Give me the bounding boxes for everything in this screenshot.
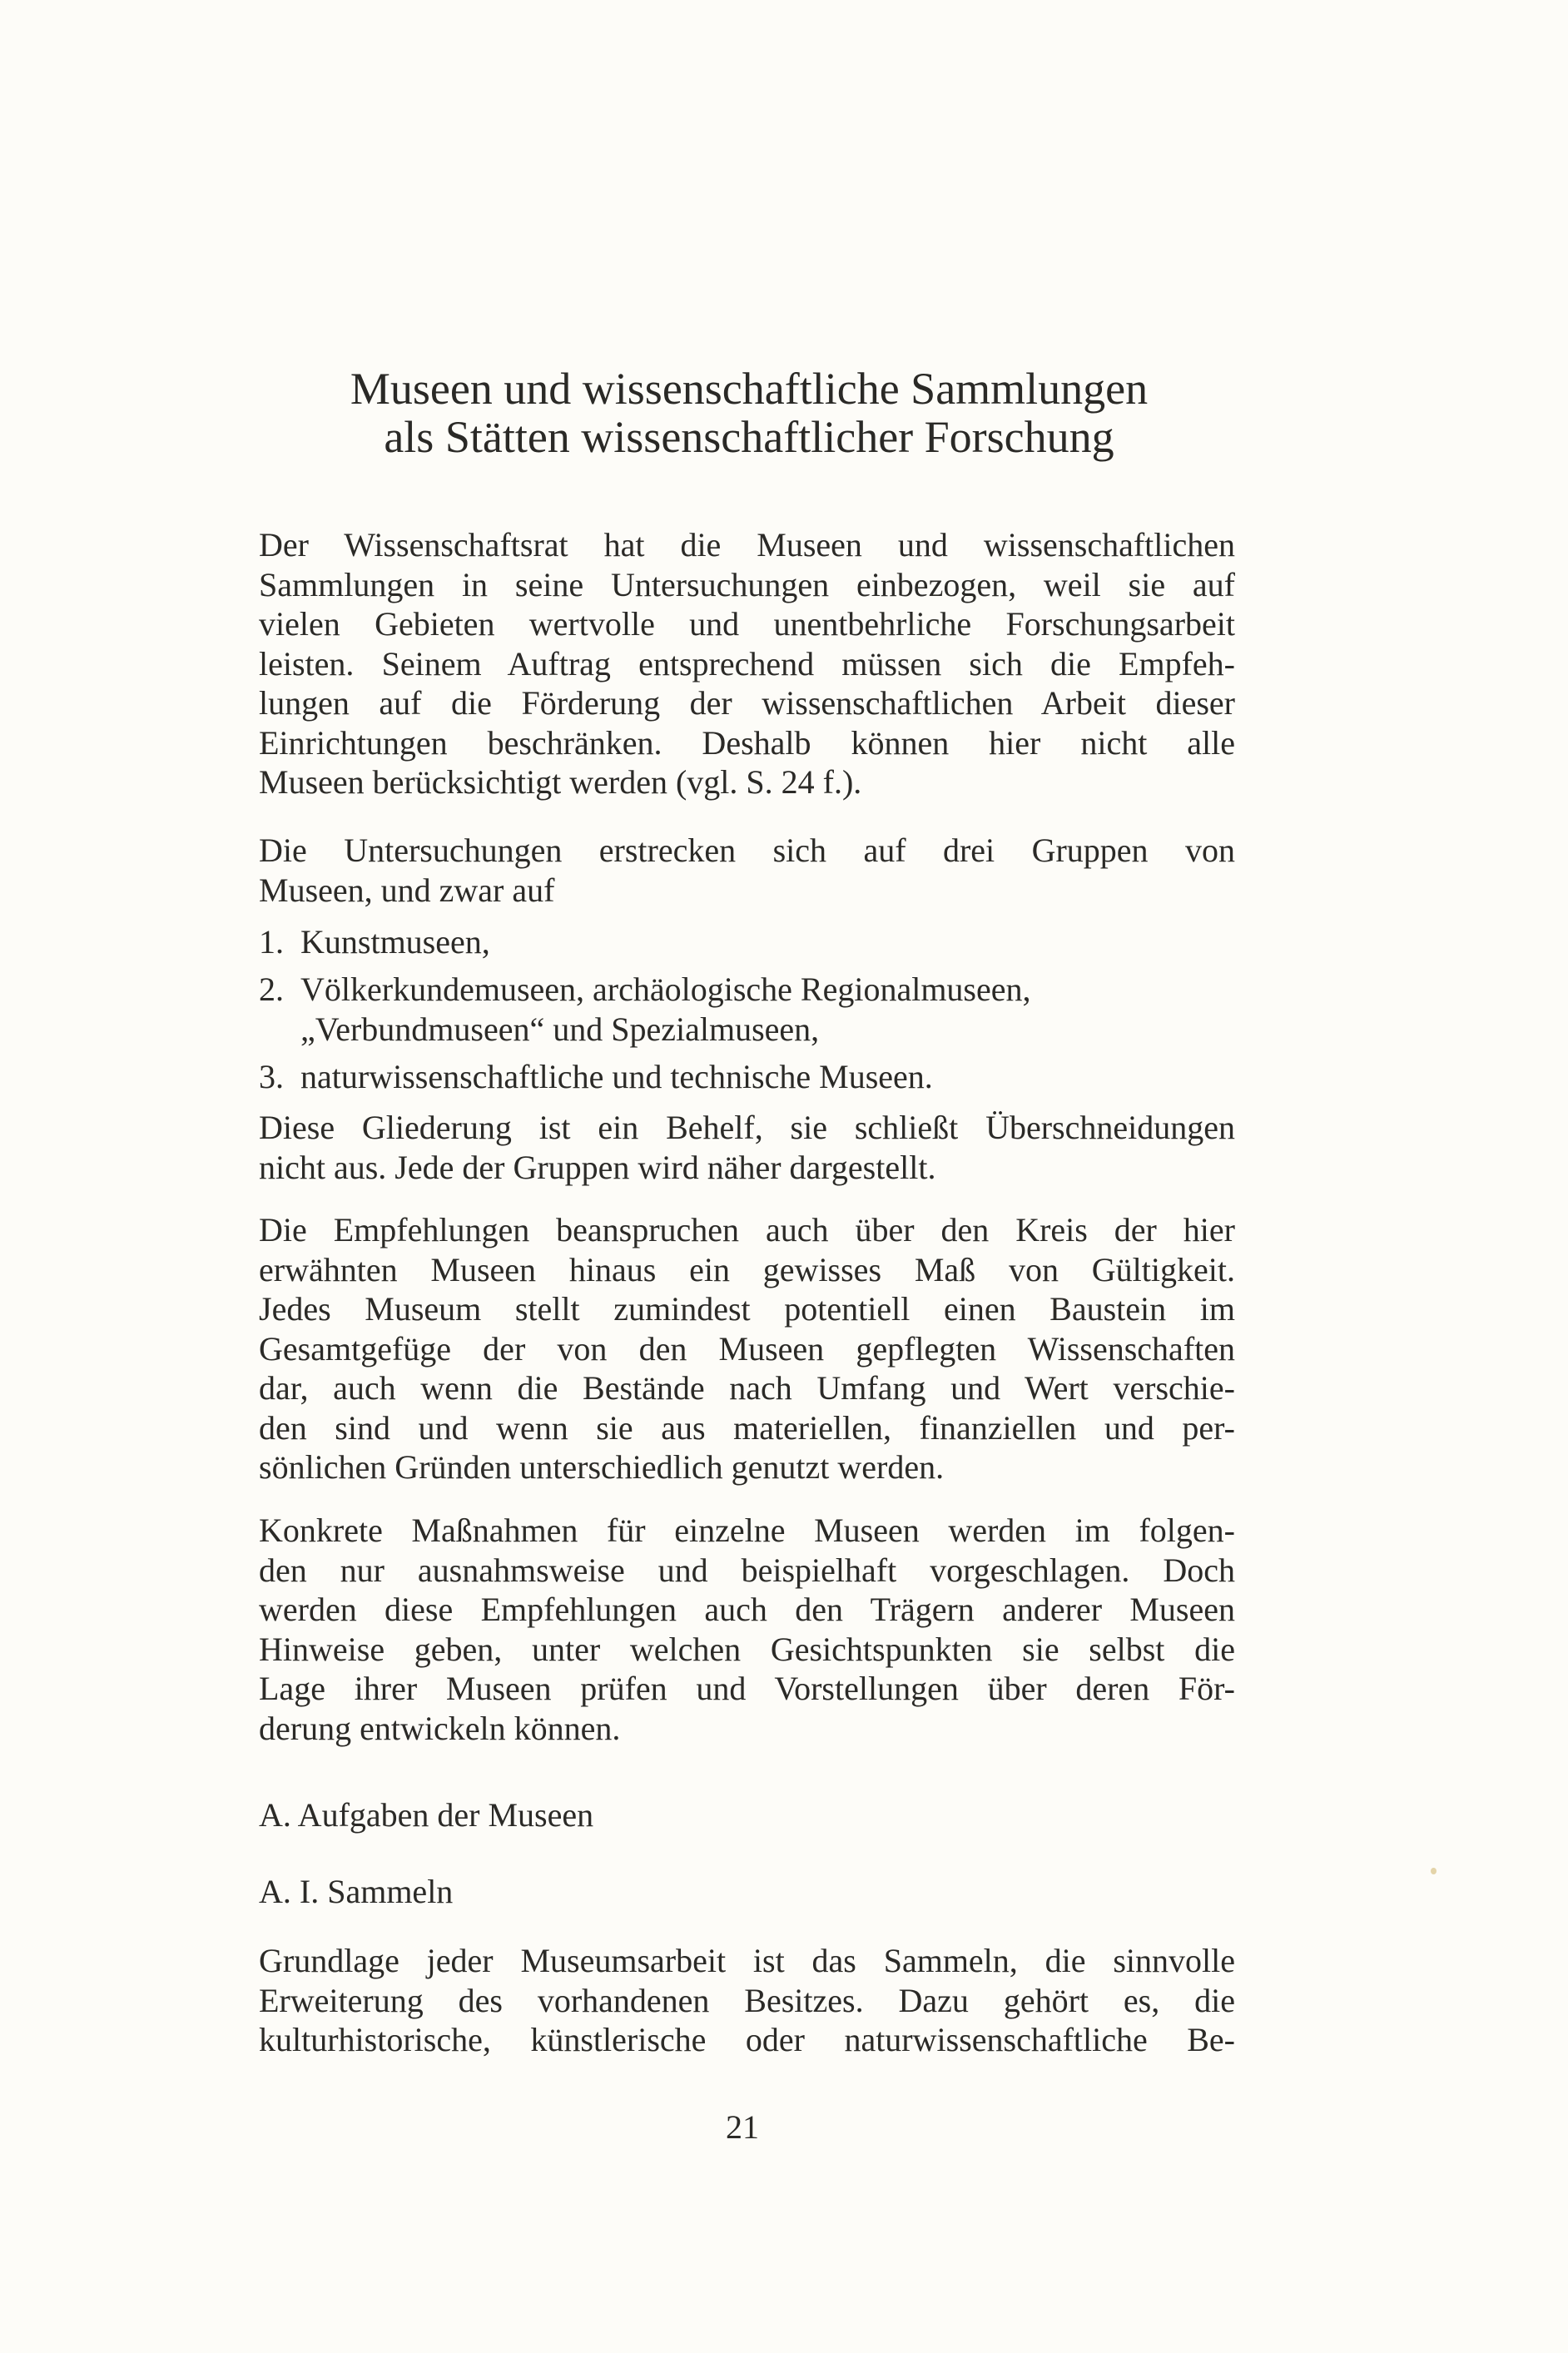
paragraph-line: Jedes Museum stellt zumindest potentiell einen Baustein im xyxy=(259,1290,1235,1328)
paragraph-line: sönlichen Gründen unterschiedlich genutzt werden. xyxy=(259,1448,945,1486)
list-item xyxy=(259,922,1235,962)
section-heading-a: A. Aufgaben der Museen xyxy=(259,1796,594,1834)
paragraph-line: Erweiterung des vorhandenen Besitzes. Dazu gehört es, die xyxy=(259,1981,1235,2019)
paragraph-line: lungen auf die Förderung der wissenschaftlichen Arbeit dieser xyxy=(259,684,1235,722)
list-number: 3. xyxy=(259,1058,284,1095)
groups-intro-paragraph xyxy=(259,831,1235,910)
collecting-paragraph xyxy=(259,1941,1235,2060)
paragraph-line: derung entwickeln können. xyxy=(259,1709,621,1747)
paragraph-line: den sind und wenn sie aus materiellen, finanziellen und per- xyxy=(259,1408,1235,1447)
list-text: Kunstmuseen, xyxy=(300,923,490,961)
paragraph-line: vielen Gebieten wertvolle und unentbehrliche Forschungsarbeit xyxy=(259,605,1235,643)
division-note-paragraph xyxy=(259,1108,1235,1187)
page-title xyxy=(250,364,1248,462)
paragraph-line: Einrichtungen beschränken. Deshalb können hier nicht alle xyxy=(259,723,1235,762)
paragraph-line: Diese Gliederung ist ein Behelf, sie schließt Überschneidungen xyxy=(259,1109,1235,1146)
paragraph-line: Die Empfehlungen beanspruchen auch über den Kreis der hier xyxy=(259,1211,1235,1248)
list-item xyxy=(259,1057,1235,1097)
title-line-2: als Stätten wissenschaftlicher Forschung xyxy=(384,412,1114,462)
paragraph-line: Der Wissenschaftsrat hat die Museen und wissenschaftlichen xyxy=(259,526,1235,563)
paragraph-line: Museen berücksichtigt werden (vgl. S. 24 f.). xyxy=(259,763,862,801)
paragraph-line: Konkrete Maßnahmen für einzelne Museen werden im folgen- xyxy=(259,1512,1235,1549)
paragraph-line: erwähnten Museen hinaus ein gewisses Maß von Gültigkeit. xyxy=(259,1250,1235,1288)
paragraph-line: Die Untersuchungen erstrecken sich auf drei Gruppen von xyxy=(259,831,1235,869)
paragraph-line: werden diese Empfehlungen auch den Trägern anderer Museen xyxy=(259,1591,1235,1628)
list-continuation: „Verbundmuseen“ und Spezialmuseen, xyxy=(300,1010,820,1048)
list-item xyxy=(259,970,1235,1049)
list-text: Völkerkundemuseen, archäologische Regionalmuseen, xyxy=(300,970,1031,1008)
list-text: naturwissenschaftliche und technische Museen. xyxy=(300,1058,933,1095)
paragraph-line: den nur ausnahmsweise und beispielhaft vorgeschlagen. Doch xyxy=(259,1551,1235,1589)
paragraph-line: Lage ihrer Museen prüfen und Vorstellungen über deren För- xyxy=(259,1670,1235,1707)
page-number: 21 xyxy=(726,2108,759,2146)
paragraph-line: Sammlungen in seine Untersuchungen einbezogen, weil sie auf xyxy=(259,565,1235,603)
intro-paragraph xyxy=(259,525,1235,802)
paragraph-line: Museen, und zwar auf xyxy=(259,871,555,909)
list-number: 2. xyxy=(259,970,284,1008)
paragraph-line: Hinweise geben, unter welchen Gesichtspunkten sie selbst die xyxy=(259,1630,1235,1668)
paragraph-line: Grundlage jeder Museumsarbeit ist das Sammeln, die sinnvolle xyxy=(259,1942,1235,1979)
section-heading-a1: A. I. Sammeln xyxy=(259,1873,454,1910)
paper-speck xyxy=(1431,1868,1437,1874)
validity-paragraph xyxy=(259,1210,1235,1487)
paragraph-line: nicht aus. Jede der Gruppen wird näher dargestellt. xyxy=(259,1148,936,1186)
list-number: 1. xyxy=(259,923,284,961)
measures-paragraph xyxy=(259,1511,1235,1748)
paragraph-line: dar, auch wenn die Bestände nach Umfang und Wert verschie- xyxy=(259,1369,1235,1407)
paragraph-line: kulturhistorische, künstlerische oder naturwissenschaftliche Be- xyxy=(259,2021,1235,2058)
paragraph-line: Gesamtgefüge der von den Museen gepflegten Wissenschaften xyxy=(259,1329,1235,1368)
title-line-1: Museen und wissenschaftliche Sammlungen xyxy=(350,364,1149,414)
paragraph-line: leisten. Seinem Auftrag entsprechend müssen sich die Empfeh- xyxy=(259,644,1235,683)
